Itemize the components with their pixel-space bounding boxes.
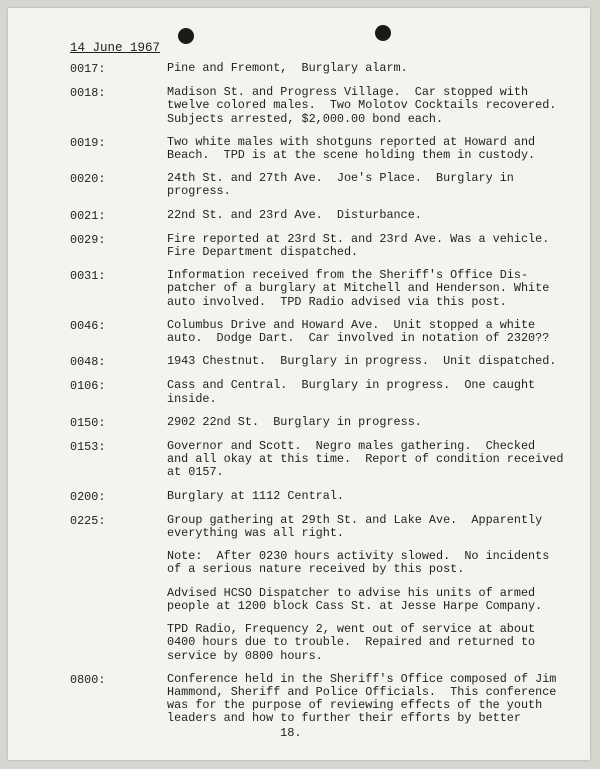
entry-text: 22nd St. and 23rd Ave. Disturbance. [167, 207, 422, 222]
entry-text: Conference held in the Sheriff's Office composed of Jim Hammond, Sheriff and Police Officials. This conference was for the purpose of reviewing effects of the youth leaders and how to further their efforts by better [167, 671, 557, 726]
entry-body [167, 233, 570, 259]
entry-text: 2902 22nd St. Burglary in progress. [167, 414, 422, 429]
log-entry [70, 440, 570, 480]
entry-body [167, 62, 570, 76]
entry-time: 0153: [70, 440, 106, 455]
entry-time: 0021: [70, 208, 106, 223]
entry-text: Fire reported at 23rd St. and 23rd Ave. Was a vehicle. Fire Department dispatched. [167, 231, 550, 260]
entry-time: 0225: [70, 513, 106, 528]
entry-time: 0200: [70, 489, 106, 504]
log-entries [70, 62, 570, 736]
entry-time: 0800: [70, 672, 106, 687]
log-entry [70, 319, 570, 345]
entry-text: TPD Radio, Frequency 2, went out of service at about 0400 hours due to trouble. Repaired and returned to service by 0800 hours. [167, 622, 536, 663]
entry-text: Information received from the Sheriff's Office Dis- patcher of a burglary at Mitchell and Henderson. White auto involved. TPD Radio advised via this post. [167, 268, 550, 309]
log-entry [70, 416, 570, 430]
entry-body [167, 355, 570, 369]
entry-time: 0018: [70, 86, 106, 101]
entry-text: Madison St. and Progress Village. Car stopped with twelve colored males. Two Molotov Cocktails recovered. Subjects arrested, $2,000.00 bond each. [167, 85, 557, 126]
entry-body [167, 269, 570, 309]
entry-text: Advised HCSO Dispatcher to advise his units of armed people at 1200 block Cass St. at Jesse Harpe Company. [167, 585, 543, 613]
log-entry [70, 673, 570, 726]
entry-body [167, 440, 570, 480]
log-entry [70, 269, 570, 309]
entry-text: Governor and Scott. Negro males gathering. Checked and all okay at this time. Report of condition received at 0157. [167, 439, 564, 480]
log-entry [70, 172, 570, 198]
entry-body [167, 673, 570, 726]
entry-time: 0150: [70, 415, 106, 430]
entry-time: 0017: [70, 62, 106, 76]
log-entry [70, 379, 570, 405]
log-entry [70, 490, 570, 504]
entry-body [167, 319, 570, 345]
entry-text: Note: After 0230 hours activity slowed. No incidents of a serious nature received by this post. [167, 549, 550, 577]
log-entry [70, 514, 570, 663]
entry-time: 0020: [70, 172, 106, 187]
entry-body [167, 136, 570, 162]
entry-time: 0031: [70, 269, 106, 284]
log-entry [70, 86, 570, 126]
entry-body [167, 379, 570, 405]
entry-time: 0046: [70, 318, 106, 333]
page-number: 18. [280, 726, 302, 740]
entry-body [167, 514, 570, 663]
entry-text: Group gathering at 29th St. and Lake Ave. Apparently everything was all right. [167, 512, 543, 541]
entry-time: 0029: [70, 232, 106, 247]
entry-text: 1943 Chestnut. Burglary in progress. Unit dispatched. [167, 354, 557, 369]
entry-text: 24th St. and 27th Ave. Joe's Place. Burglary in progress. [167, 171, 514, 199]
log-entry [70, 136, 570, 162]
log-entry [70, 62, 570, 76]
entry-body [167, 490, 570, 504]
document-page [8, 8, 590, 760]
punch-hole-left [178, 28, 194, 44]
log-entry [70, 355, 570, 369]
entry-text: Pine and Fremont, Burglary alarm. [167, 61, 408, 75]
document-date: 14 June 1967 [70, 41, 161, 55]
entry-text: Columbus Drive and Howard Ave. Unit stopped a white auto. Dodge Dart. Car involved in notation of 2320?? [167, 317, 550, 346]
log-entry [70, 209, 570, 223]
entry-body [167, 416, 570, 430]
entry-text: Burglary at 1112 Central. [167, 488, 344, 503]
log-entry [70, 233, 570, 259]
entry-time: 0106: [70, 379, 106, 394]
entry-text: Cass and Central. Burglary in progress. One caught inside. [167, 378, 536, 406]
entry-time: 0019: [70, 135, 106, 150]
entry-body [167, 209, 570, 223]
entry-text: Two white males with shotguns reported at Howard and Beach. TPD is at the scene holding them in custody. [167, 134, 536, 163]
entry-body [167, 172, 570, 198]
entry-time: 0048: [70, 355, 106, 370]
punch-hole-right [375, 25, 391, 41]
entry-body [167, 86, 570, 126]
